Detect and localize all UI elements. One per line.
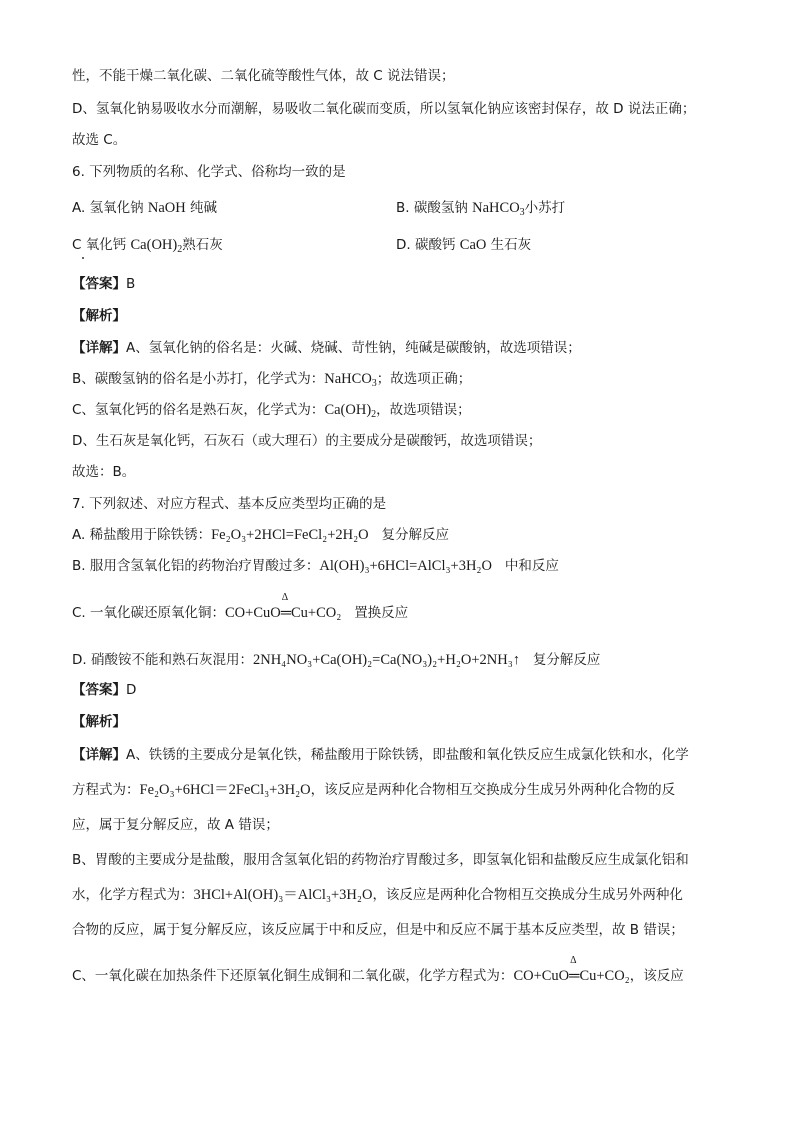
text-line: 性，不能干燥二氧化碳、二氧化硫等酸性气体，故 C 说法错误； — [72, 68, 455, 84]
detail-6-line: B、碳酸氢钠的俗名是小苏打，化学式为：NaHCO$_3$；故选项正确； — [72, 371, 472, 389]
detail-6-line: 故选：B。 — [72, 464, 136, 480]
detail-7-line: C、一氧化碳在加热条件下还原氧化铜生成铜和二氧化碳，化学方程式为：CO+CuO Δ ═Cu+CO₂，该反应 — [72, 955, 684, 984]
detail-6-line: C、氢氧化钙的俗名是熟石灰，化学式为：$Ca(OH)_2$，故选项错误； — [72, 402, 471, 420]
q7-option-d: D. 硝酸铵不能和熟石灰混用：2NH₄NO₃+Ca(OH)₂=Ca(NO₃)₂+H₂O+2NH₃↑ 复分解反应 — [72, 652, 601, 668]
analysis-7-heading: 【解析】 — [72, 714, 126, 730]
heat-symbol: Δ — [570, 955, 577, 966]
detail-7-line: 【详解】A、铁锈的主要成分是氧化铁，稀盐酸用于除铁锈，即盐酸和氧化铁反应生成氯化铁和水，化学 — [72, 747, 689, 763]
question-6-stem: 6. 下列物质的名称、化学式、俗称均一致的是 — [72, 164, 346, 180]
text-line: 故选 C。 — [72, 132, 127, 148]
option-c: C 氧化钙 $Ca(OH)_2$熟石灰 — [72, 237, 223, 255]
heat-symbol: Δ — [281, 592, 289, 603]
detail-7-line: 水，化学方程式为：3HCl+Al(OH)₃＝AlCl₃+3H₂O，该反应是两种化合物相互交换成分生成另外两种化 — [72, 887, 683, 903]
option-a: A. 氢氧化钠 NaOH 纯碱 — [72, 200, 218, 216]
answer-6: 【答案】B — [72, 276, 136, 292]
question-6-options-row-1 — [72, 198, 732, 218]
text-line: D、氢氧化钠易吸收水分而潮解，易吸收二氧化碳而变质，所以氢氧化钠应该密封保存，故 D 说法正确； — [72, 101, 696, 117]
question-6-options-row-2 — [72, 235, 732, 255]
detail-7-line: 应，属于复分解反应，故 A 错误； — [72, 817, 279, 833]
detail-7-line: 方程式为：Fe₂O₃+6HCl＝2FeCl₃+3H₂O，该反应是两种化合物相互交换成分生成另外两种化合物的反 — [72, 782, 676, 798]
detail-6-line: D、生石灰是氧化钙，石灰石（或大理石）的主要成分是碳酸钙，故选项错误； — [72, 433, 542, 449]
q7-option-c: C. 一氧化碳还原氧化铜：CO+CuO Δ ═Cu+CO₂ 置换反应 — [72, 592, 409, 621]
option-b: B. 碳酸氢钠 NaHCO$_3$小苏打 — [396, 200, 566, 218]
stray-dot — [82, 257, 84, 259]
q7-option-a: A. 稀盐酸用于除铁锈：Fe₂O₃+2HCl=FeCl₂+2H₂O 复分解反应 — [72, 527, 450, 543]
detail-6-line: 【详解】A、氢氧化钠的俗名是：火碱、烧碱、苛性钠，纯碱是碳酸钠，故选项错误； — [72, 340, 581, 356]
option-d: D. 碳酸钙 CaO 生石灰 — [396, 237, 532, 253]
detail-7-line: 合物的反应，属于复分解反应，该反应属于中和反应，但是中和反应不属于基本反应类型，故 B 错误； — [72, 922, 684, 938]
q7-option-b: B. 服用含氢氧化铝的药物治疗胃酸过多：Al(OH)₃+6HCl=AlCl₃+3H₂O 中和反应 — [72, 558, 559, 574]
analysis-6-heading: 【解析】 — [72, 308, 126, 324]
detail-7-line: B、胃酸的主要成分是盐酸，服用含氢氧化铝的药物治疗胃酸过多，即氢氧化铝和盐酸反应生成氯化铝和 — [72, 852, 689, 868]
answer-7: 【答案】D — [72, 682, 137, 698]
question-7-stem: 7. 下列叙述、对应方程式、基本反应类型均正确的是 — [72, 496, 387, 512]
